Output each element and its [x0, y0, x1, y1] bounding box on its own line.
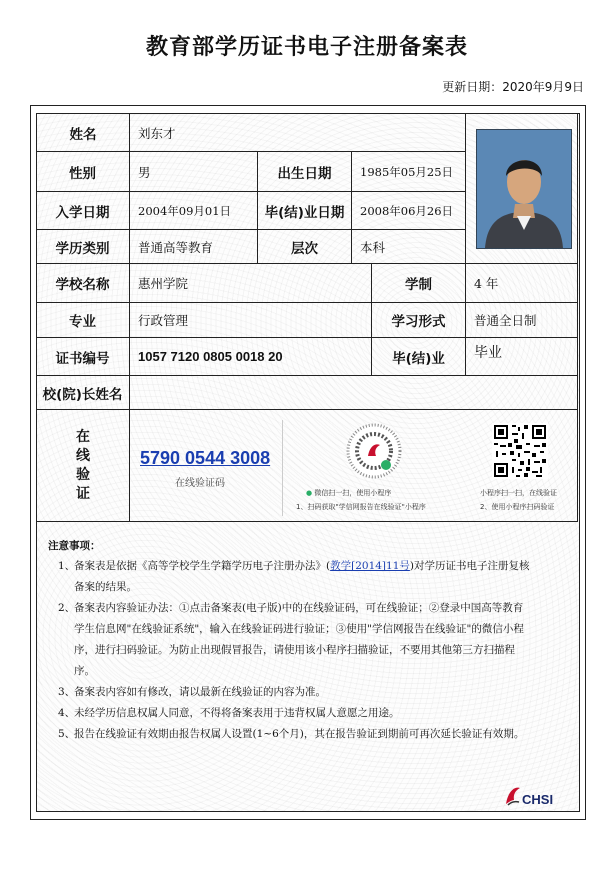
document-title: 教育部学历证书电子注册备案表 [145, 35, 468, 60]
verification-code-caption: 在线验证码 [175, 478, 225, 489]
note-item-3: 3、 备案表内容如有修改，请以最新在线验证的内容为准。 [58, 686, 326, 698]
note-item-2: 2、 备案表内容验证办法：①点击备案表(电子版)中的在线验证码，可在线验证；②登录中国高等教育学生信息网"在线验证系统"，输入在线验证码进行验证；③使用"学信网报告在线验证"的微信小程序，进行扫码验证。为防止出现假冒报告，请使用该小程序扫描验证，不要用其他第三方扫描程序。 [58, 602, 524, 677]
verify-step1: 1、扫码获取"学信网报告在线验证"小程序 [296, 503, 426, 511]
qr-code-icon[interactable] [492, 423, 548, 479]
gender-label: 性别 [36, 152, 130, 192]
note-item-4: 4、 未经学历信息权属人同意，不得将备案表用于违背权属人意愿之用途。 [58, 707, 400, 719]
person-silhouette-icon [477, 130, 571, 248]
student-photo [476, 129, 572, 249]
online-verify-label: 在 线 验 证 [76, 429, 90, 502]
school-value: 惠州学院 [130, 264, 372, 303]
length-value: 4 年 [466, 264, 578, 303]
cert-number-value: 1057 7120 0805 0018 20 [130, 338, 372, 376]
verify-step2: 2、使用小程序扫码验证 [480, 503, 555, 511]
note-item-1: 1、 备案表是依据《高等学校学生学籍学历电子注册办法》(教学[2014]11号)对学历证书电子注册复核备案的结果。 [58, 560, 530, 593]
grad-label: 毕(结)业日期 [258, 192, 352, 230]
major-label: 专业 [36, 303, 130, 338]
wechat-icon: ● [306, 489, 313, 497]
dob-value: 1985年05月25日 [352, 152, 466, 192]
grad-value: 2008年06月26日 [352, 192, 466, 230]
mini-program-hint: ● 微信扫一扫，使用小程序 [306, 489, 392, 497]
school-label: 学校名称 [36, 264, 130, 303]
note-item-5: 5、 报告在线验证有效期由报告权属人设置(1~6个月)，其在报告验证到期前可再次延长验证有效期。 [58, 728, 525, 740]
president-label: 校(院)长姓名 [36, 376, 130, 410]
length-label: 学制 [372, 264, 466, 303]
chsi-bird-icon [500, 778, 564, 808]
level-value: 本科 [352, 230, 466, 264]
notes-list [58, 556, 532, 745]
verify-divider [282, 420, 283, 516]
verification-code-link[interactable]: 5790 0544 3008 [140, 448, 271, 468]
name-value: 刘东才 [130, 113, 466, 152]
regulation-link[interactable]: 教学[2014]11号 [330, 560, 410, 572]
update-date: 更新日期：2020年9月9日 [442, 80, 584, 94]
mini-program-code-icon[interactable] [346, 423, 402, 479]
edu-type-value: 普通高等教育 [130, 230, 258, 264]
level-label: 层次 [258, 230, 352, 264]
president-value [130, 376, 578, 410]
chsi-logo [500, 778, 564, 808]
dob-label: 出生日期 [258, 152, 352, 192]
enroll-value: 2004年09月01日 [130, 192, 258, 230]
gender-value: 男 [130, 152, 258, 192]
enroll-label: 入学日期 [36, 192, 130, 230]
study-form-label: 学习形式 [372, 303, 466, 338]
major-value: 行政管理 [130, 303, 372, 338]
study-form-value: 普通全日制 [466, 303, 578, 338]
notes-title: 注意事项： [48, 540, 101, 552]
cert-number-label: 证书编号 [36, 338, 130, 376]
qr-scan-hint: 小程序扫一扫，在线验证 [480, 489, 557, 497]
grad-status-label: 毕(结)业 [372, 338, 466, 376]
grad-status-value: 毕业 [466, 338, 578, 376]
edu-type-label: 学历类别 [36, 230, 130, 264]
svg-text:CHSI: CHSI [522, 792, 554, 807]
name-label: 姓名 [36, 113, 130, 152]
